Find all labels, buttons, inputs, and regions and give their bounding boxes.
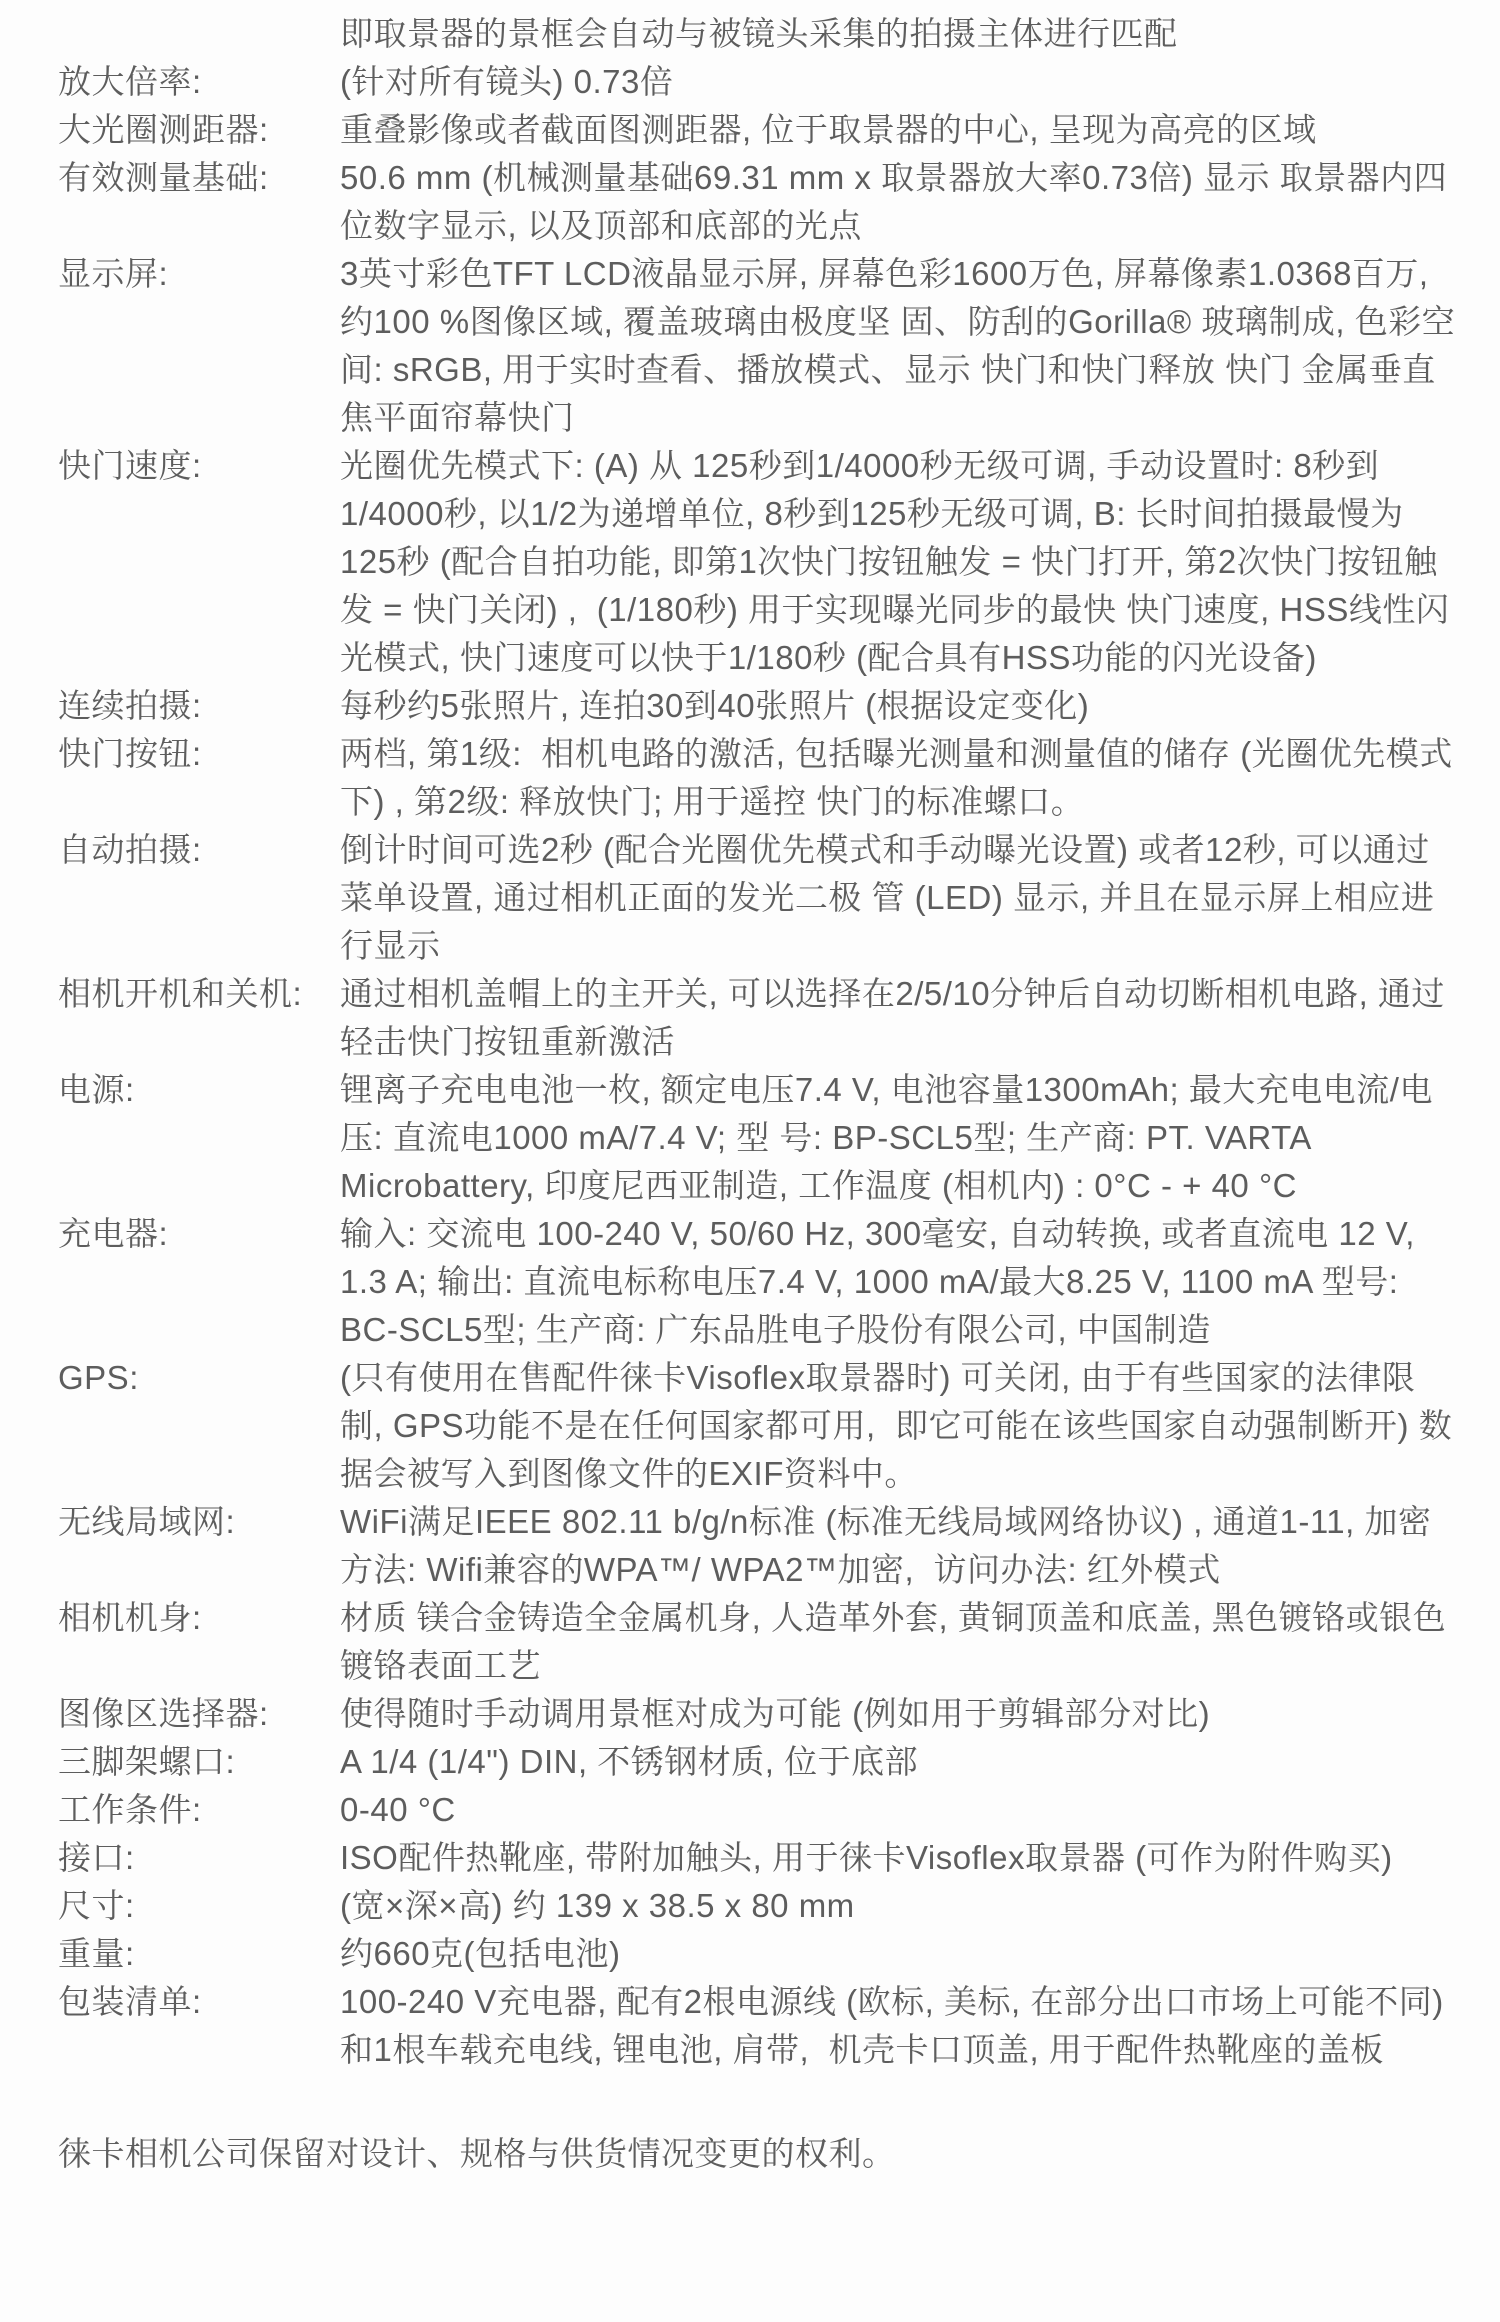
spec-label: 连续拍摄: — [58, 687, 202, 724]
spec-label: 大光圈测距器: — [58, 111, 269, 148]
spec-label: 显示屏: — [58, 255, 169, 292]
spec-value: 光圈优先模式下: (A) 从 125秒到1/4000秒无级可调, 手动设置时: 8秒到1/4000秒, 以1/2为递增单位, 8秒到125秒无级可调, B: 长时间拍摄最慢为125秒 (配合自拍功能, 即第1次快门按钮触发 = 快门打开, 第2次快门按钮触发 = 快门关闭) , (1/180秒) 用于实现曝光同步的最快 快门速度, HSS线性闪光模式, 快门速度可以快于1/180秒 (配合具有HSS功能的闪光设备) — [340, 447, 1450, 676]
spec-label: 充电器: — [58, 1215, 169, 1252]
spec-value: 即取景器的景框会自动与被镜头采集的拍摄主体进行匹配 — [340, 15, 1178, 52]
spec-value: 3英寸彩色TFT LCD液晶显示屏, 屏幕色彩1600万色, 屏幕像素1.0368百万, 约100 %图像区域, 覆盖玻璃由极度坚 固、防刮的Gorilla® 玻璃制成, 色彩空间: sRGB, 用于实时查看、播放模式、显示 快门和快门释放 快门 金属垂直焦平面帘幕快门 — [340, 255, 1456, 436]
spec-value: 输入: 交流电 100-240 V, 50/60 Hz, 300毫安, 自动转换, 或者直流电 12 V, 1.3 A; 输出: 直流电标称电压7.4 V, 1000 mA/最大8.25 V, 1100 mA 型号: BC-SCL5型; 生产商: 广东品胜电子股份有限公司, 中国制造 — [340, 1215, 1425, 1348]
spec-value: (针对所有镜头) 0.73倍 — [340, 63, 674, 100]
spec-label: 重量: — [58, 1935, 135, 1972]
spec-value: A 1/4 (1/4") DIN, 不锈钢材质, 位于底部 — [340, 1743, 919, 1780]
spec-row-shutter-speed — [58, 442, 1458, 682]
spec-label: 接口: — [58, 1839, 135, 1876]
spec-row-weight — [58, 1930, 1458, 1978]
spec-value: 每秒约5张照片, 连拍30到40张照片 (根据设定变化) — [340, 687, 1090, 724]
spec-label: 自动拍摄: — [58, 831, 202, 868]
spec-label: 工作条件: — [58, 1791, 202, 1828]
rights-reserved-note: 徕卡相机公司保留对设计、规格与供货情况变更的权利。 — [58, 2135, 896, 2172]
spec-value: (宽×深×高) 约 139 x 38.5 x 80 mm — [340, 1887, 855, 1924]
spec-label: 快门按钮: — [58, 735, 202, 772]
spec-value: 两档, 第1级: 相机电路的激活, 包括曝光测量和测量值的储存 (光圈优先模式下) , 第2级: 释放快门; 用于遥控 快门的标准螺口。 — [340, 735, 1453, 820]
spec-row-effective-measuring-base — [58, 154, 1458, 250]
spec-row-wlan — [58, 1498, 1458, 1594]
spec-label: 包装清单: — [58, 1983, 202, 2020]
spec-value: 锂离子充电电池一枚, 额定电压7.4 V, 电池容量1300mAh; 最大充电电流/电压: 直流电1000 mA/7.4 V; 型 号: BP-SCL5型; 生产商: PT. VARTA Microbattery, 印度尼西亚制造, 工作温度 (相机内) : 0°C - + 40 °C — [340, 1071, 1433, 1204]
spec-row-shutter-button — [58, 730, 1458, 826]
spec-label: 放大倍率: — [58, 63, 202, 100]
spec-row-camera-body — [58, 1594, 1458, 1690]
spec-label: GPS: — [58, 1359, 139, 1396]
spec-row-charger — [58, 1210, 1458, 1354]
spec-value: 0-40 °C — [340, 1791, 456, 1828]
spec-label: 有效测量基础: — [58, 159, 269, 196]
spec-value: 材质 镁合金铸造全金属机身, 人造革外套, 黄铜顶盖和底盖, 黑色镀铬或银色镀铬表面工艺 — [340, 1599, 1447, 1684]
spec-label: 图像区选择器: — [58, 1695, 269, 1732]
spec-row-tripod-thread — [58, 1738, 1458, 1786]
spec-label: 三脚架螺口: — [58, 1743, 236, 1780]
spec-row-power-supply — [58, 1066, 1458, 1210]
spec-row-interface — [58, 1834, 1458, 1882]
spec-label: 相机开机和关机: — [58, 975, 303, 1012]
spec-label: 快门速度: — [58, 447, 202, 484]
spec-value: 使得随时手动调用景框对成为可能 (例如用于剪辑部分对比) — [340, 1695, 1211, 1732]
spec-label: 尺寸: — [58, 1887, 135, 1924]
spec-row-continuous-shooting — [58, 682, 1458, 730]
spec-row-operating-conditions — [58, 1786, 1458, 1834]
spec-label: 电源: — [58, 1071, 135, 1108]
spec-row-frame-selector — [58, 1690, 1458, 1738]
spec-label: 无线局域网: — [58, 1503, 236, 1540]
spec-row-self-timer — [58, 826, 1458, 970]
spec-row-power-on-off — [58, 970, 1458, 1066]
spec-value: 50.6 mm (机械测量基础69.31 mm x 取景器放大率0.73倍) 显示 取景器内四位数字显示, 以及顶部和底部的光点 — [340, 159, 1448, 244]
spec-value: 约660克(包括电池) — [340, 1935, 621, 1972]
spec-value: 100-240 V充电器, 配有2根电源线 (欧标, 美标, 在部分出口市场上可能不同) 和1根车载充电线, 锂电池, 肩带, 机壳卡口顶盖, 用于配件热靴座的盖板 — [340, 1983, 1454, 2068]
spec-value: 通过相机盖帽上的主开关, 可以选择在2/5/10分钟后自动切断相机电路, 通过轻击快门按钮重新激活 — [340, 975, 1445, 1060]
spec-row-display — [58, 250, 1458, 442]
spec-row-rangefinder — [58, 106, 1458, 154]
spec-row-package-contents — [58, 1978, 1458, 2074]
spec-row-magnification — [58, 58, 1458, 106]
spec-value: 重叠影像或者截面图测距器, 位于取景器的中心, 呈现为高亮的区域 — [340, 111, 1317, 148]
spec-row-gps — [58, 1354, 1458, 1498]
spec-row-intro-continuation — [58, 10, 1458, 58]
spec-value: 倒计时间可选2秒 (配合光圈优先模式和手动曝光设置) 或者12秒, 可以通过菜单设置, 通过相机正面的发光二极 管 (LED) 显示, 并且在显示屏上相应进行显示 — [340, 831, 1435, 964]
spec-value: WiFi满足IEEE 802.11 b/g/n标准 (标准无线局域网络协议) , 通道1-11, 加密方法: Wifi兼容的WPA™/ WPA2™加密, 访问办法: 红外模式 — [340, 1503, 1432, 1588]
spec-label: 相机机身: — [58, 1599, 202, 1636]
spec-row-dimensions — [58, 1882, 1458, 1930]
spec-value: ISO配件热靴座, 带附加触头, 用于徕卡Visoflex取景器 (可作为附件购买) — [340, 1839, 1393, 1876]
spec-value: (只有使用在售配件徕卡Visoflex取景器时) 可关闭, 由于有些国家的法律限制, GPS功能不是在任何国家都可用, 即它可能在该些国家自动强制断开) 数据会被写入到图像文件的EXIF资料中。 — [340, 1359, 1453, 1492]
